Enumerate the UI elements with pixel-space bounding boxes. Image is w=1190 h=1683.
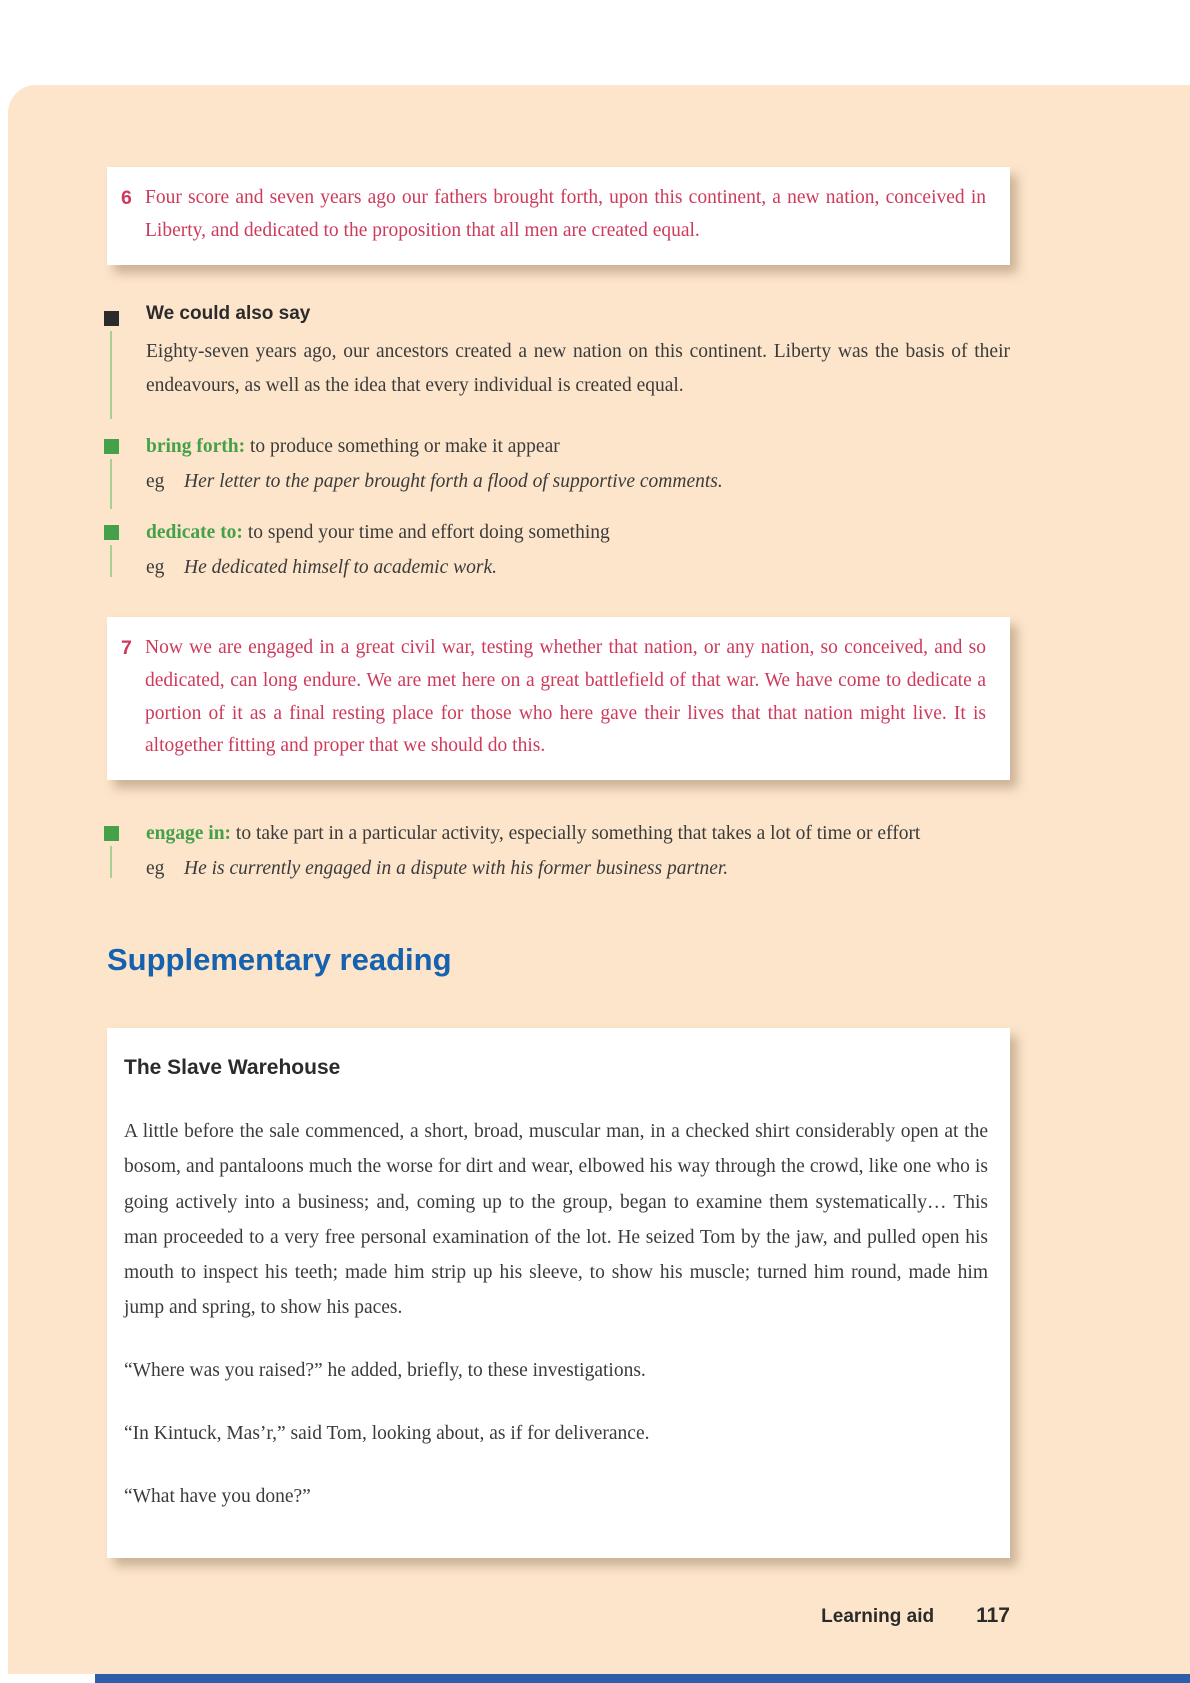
vocab-definition: to produce something or make it appear [250, 435, 560, 457]
black-square-bullet-icon [104, 311, 119, 326]
green-square-bullet-icon [104, 826, 119, 841]
vocab-body [146, 517, 1010, 579]
vocab-block-bring-forth [104, 431, 1010, 493]
bullet-gutter [104, 303, 146, 403]
green-square-bullet-icon [104, 439, 119, 454]
connector-line [110, 846, 112, 878]
eg-label: eg [146, 858, 165, 880]
vocab-body [146, 818, 1010, 880]
could-also-say-text: Eighty-seven years ago, our ancestors created a new nation on this continent. Liberty was the basis of their endeavours, as well as the idea that every individual is created equal. [146, 340, 1010, 396]
vocab-example: He is currently engaged in a dispute with his former business partner. [184, 858, 729, 880]
reading-title: The Slave Warehouse [124, 1056, 341, 1080]
vocab-example: Her letter to the paper brought forth a flood of supportive comments. [184, 470, 723, 492]
vocab-term-line [146, 517, 1010, 548]
vocab-block-engage-in [104, 818, 1010, 880]
vocab-example-line [146, 471, 1010, 493]
bullet-gutter [104, 818, 146, 880]
vocab-term-line [146, 818, 1010, 849]
page-footer [107, 1604, 1010, 1628]
quote-box-6 [107, 167, 1010, 265]
vocab-example: He dedicated himself to academic work. [184, 557, 497, 579]
vocab-example-line [146, 557, 1010, 579]
vocab-term-line [146, 431, 1010, 462]
quote-number: 7 [121, 637, 132, 660]
textbook-page-background [8, 85, 1190, 1674]
quote-text: Four score and seven years ago our fathers brought forth, upon this continent, a new nation, conceived in Liberty, and dedicated to the proposition that all men are created equal. [145, 187, 986, 241]
page-number: 117 [976, 1604, 1010, 1628]
could-also-say-block [104, 303, 1010, 403]
supplementary-reading-heading: Supplementary reading [107, 942, 452, 978]
could-also-say-heading: We could also say [146, 302, 311, 324]
connector-line [110, 459, 112, 509]
quote-number: 6 [121, 187, 132, 209]
vocab-definition: to take part in a particular activity, especially something that takes a lot of time or effort [235, 823, 921, 845]
reading-paragraph: “Where was you raised?” he added, briefly, to these investigations. [124, 1359, 646, 1381]
vocab-term: dedicate to: [146, 521, 243, 543]
could-also-say-body [146, 303, 1010, 403]
page-content [107, 85, 1010, 1628]
vocab-block-dedicate-to [104, 517, 1010, 579]
eg-label: eg [146, 470, 165, 492]
bottom-edge-bar [95, 1674, 1190, 1683]
vocab-body [146, 431, 1010, 493]
quote-text: Now we are engaged in a great civil war, testing whether that nation, or any nation, so conceived, and so dedicated, can long endure. We are met here on a great battlefield of that war. We have come to dedicate a portion of it as a final resting place for those who here gave their lives that that nation might live. It is altogether fitting and proper that we should do this. [145, 637, 986, 757]
reading-paragraph: “In Kintuck, Mas’r,” said Tom, looking about, as if for deliverance. [124, 1422, 650, 1444]
vocab-definition: to spend your time and effort doing something [247, 521, 610, 543]
green-square-bullet-icon [104, 525, 119, 540]
footer-section-label: Learning aid [821, 1606, 935, 1628]
eg-label: eg [146, 557, 165, 579]
connector-line [110, 545, 112, 577]
reading-paragraph: A little before the sale commenced, a short, broad, muscular man, in a checked shirt considerably open at the bosom, and pantaloons much the worse for dirt and wear, elbowed his way through the crowd, like one who is going actively into a business; and, coming up to the group, began to examine them systematically… This man proceeded to a very free personal examination of the lot. He seized Tom by the jaw, and pulled open his mouth to inspect his teeth; made him strip up his sleeve, to show his muscle; turned him round, made him jump and spring, to show his paces. [124, 1121, 988, 1318]
bullet-gutter [104, 517, 146, 579]
connector-line [110, 331, 112, 419]
quote-box-7 [107, 617, 1010, 780]
vocab-term: bring forth: [146, 435, 246, 457]
reading-paragraph: “What have you done?” [124, 1486, 311, 1508]
reading-box [107, 1028, 1010, 1558]
vocab-term: engage in: [146, 823, 232, 845]
bullet-gutter [104, 431, 146, 493]
vocab-example-line [146, 858, 1010, 880]
